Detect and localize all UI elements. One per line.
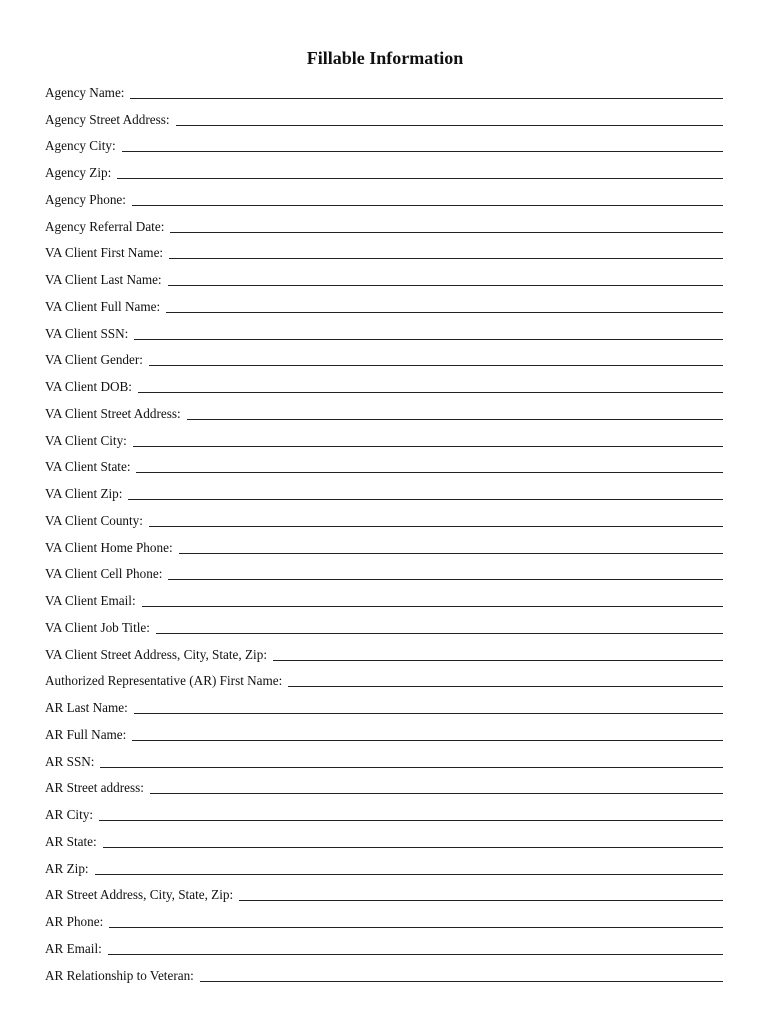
form-field-row — [45, 718, 723, 745]
field-input[interactable] — [169, 243, 723, 259]
field-label: VA Client First Name: — [45, 245, 164, 261]
field-label: VA Client City: — [45, 432, 127, 448]
field-input[interactable] — [168, 564, 723, 580]
field-label: VA Client State: — [45, 459, 131, 475]
field-input[interactable] — [273, 645, 723, 661]
field-label: Agency Name: — [45, 84, 125, 100]
field-input[interactable] — [134, 698, 723, 714]
field-input[interactable] — [122, 136, 723, 152]
field-label: AR Phone: — [45, 914, 104, 929]
field-label: Authorized Representative (AR) First Name: — [45, 673, 283, 689]
field-label: VA Client Street Address, City, State, Zip: — [45, 646, 267, 662]
field-label: VA Client Street Address: — [45, 405, 181, 421]
field-input[interactable] — [168, 270, 723, 286]
form-field-row — [45, 397, 723, 424]
field-label: AR City: — [45, 807, 93, 822]
field-input[interactable] — [150, 778, 723, 794]
field-input[interactable] — [170, 217, 723, 233]
form-field-row — [45, 745, 723, 772]
field-label: VA Client Cell Phone: — [45, 566, 163, 582]
field-label: AR Zip: — [45, 860, 89, 876]
form-field-row — [45, 76, 723, 103]
field-input[interactable] — [138, 377, 723, 393]
form-field-row — [45, 451, 723, 478]
field-label: AR Email: — [45, 940, 102, 956]
field-input[interactable] — [108, 939, 723, 955]
field-input[interactable] — [132, 725, 723, 741]
form-field-row — [45, 665, 723, 692]
field-label: VA Client Last Name: — [45, 272, 162, 287]
form-field-row — [45, 798, 723, 825]
form-field-row — [45, 504, 723, 531]
field-label: Agency Street Address: — [45, 111, 170, 127]
field-input[interactable] — [288, 671, 723, 687]
form-field-row — [45, 879, 723, 906]
field-label: VA Client DOB: — [45, 379, 132, 394]
form-field-row — [45, 772, 723, 799]
field-label: VA Client Full Name: — [45, 298, 161, 314]
form-field-row — [45, 424, 723, 451]
form-field-row — [45, 905, 723, 932]
form-field-row — [45, 611, 723, 638]
form-field-row — [45, 317, 723, 344]
field-input[interactable] — [132, 190, 723, 206]
form-field-row — [45, 932, 723, 959]
field-input[interactable] — [130, 83, 723, 99]
field-label: VA Client Email: — [45, 593, 136, 608]
field-input[interactable] — [133, 431, 723, 447]
field-label: VA Client Home Phone: — [45, 539, 173, 555]
field-input[interactable] — [166, 297, 723, 313]
field-input[interactable] — [149, 511, 723, 527]
field-input[interactable] — [156, 618, 723, 634]
field-input[interactable] — [109, 912, 723, 928]
form-field-row — [45, 130, 723, 157]
field-input[interactable] — [200, 966, 723, 982]
field-input[interactable] — [176, 110, 723, 126]
field-label: VA Client Zip: — [45, 486, 123, 501]
field-input[interactable] — [128, 484, 723, 500]
form-field-row — [45, 477, 723, 504]
form-field-row — [45, 852, 723, 879]
field-input[interactable] — [136, 457, 723, 473]
field-label: AR State: — [45, 833, 97, 849]
form-field-row — [45, 237, 723, 264]
field-label: AR Relationship to Veteran: — [45, 967, 194, 983]
field-input[interactable] — [117, 163, 723, 179]
field-input[interactable] — [99, 805, 723, 821]
field-label: AR SSN: — [45, 753, 95, 769]
field-input[interactable] — [239, 885, 723, 901]
field-input[interactable] — [100, 752, 723, 768]
page-title: Fillable Information — [306, 48, 464, 68]
form-field-row — [45, 825, 723, 852]
form-field-row — [45, 263, 723, 290]
field-label: AR Last Name: — [45, 700, 128, 715]
field-input[interactable] — [103, 832, 723, 848]
field-label: VA Client County: — [45, 512, 143, 528]
form-field-row — [45, 584, 723, 611]
form-field-row — [45, 290, 723, 317]
form-field-row — [45, 370, 723, 397]
field-input[interactable] — [134, 324, 723, 340]
form-fields — [45, 76, 723, 986]
form-field-row — [45, 210, 723, 237]
field-input[interactable] — [149, 350, 723, 366]
form-field-row — [45, 959, 723, 986]
form-field-row — [45, 531, 723, 558]
field-label: VA Client Gender: — [45, 352, 143, 368]
form-field-row — [45, 103, 723, 130]
field-input[interactable] — [187, 404, 723, 420]
field-input[interactable] — [179, 538, 723, 554]
form-field-row — [45, 558, 723, 585]
field-label: AR Full Name: — [45, 726, 127, 742]
form-field-row — [45, 691, 723, 718]
field-label: AR Street address: — [45, 780, 144, 796]
field-label: VA Client Job Title: — [45, 619, 150, 635]
form-field-row — [45, 638, 723, 665]
field-label: AR Street Address, City, State, Zip: — [45, 887, 234, 903]
field-label: Agency Referral Date: — [45, 218, 165, 234]
field-label: Agency Phone: — [45, 191, 126, 207]
field-label: Agency Zip: — [45, 165, 112, 180]
field-label: Agency City: — [45, 138, 116, 154]
field-input[interactable] — [95, 859, 723, 875]
field-input[interactable] — [142, 591, 723, 607]
form-field-row — [45, 344, 723, 371]
form-field-row — [45, 156, 723, 183]
form-field-row — [45, 183, 723, 210]
field-label: VA Client SSN: — [45, 325, 129, 341]
